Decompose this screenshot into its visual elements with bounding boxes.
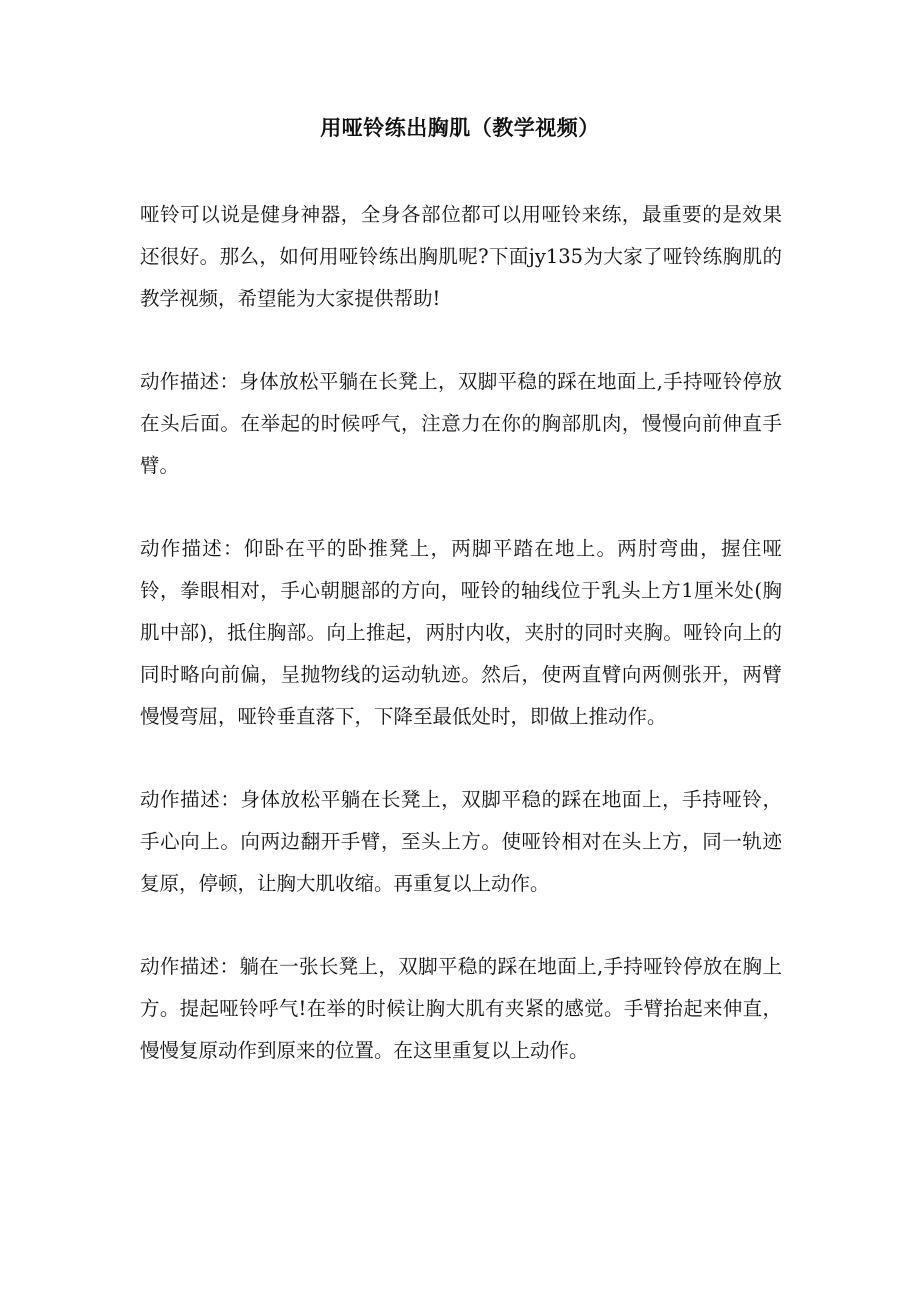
paragraph-step-3: 动作描述：身体放松平躺在长凳上，双脚平稳的踩在地面上，手持哑铃，手心向上。向两边翻开手臂，至头上方。使哑铃相对在头上方，同一轨迹复原，停顿，让胸大肌收缩。再重复以上动作。: [140, 788, 782, 895]
paragraph-intro: 哑铃可以说是健身神器，全身各部位都可以用哑铃来练，最重要的是效果还很好。那么，如何用哑铃练出胸肌呢?下面jy135为大家了哑铃练胸肌的教学视频，希望能为大家提供帮助!: [140, 203, 782, 310]
page-title: 用哑铃练出胸肌（教学视频）: [320, 115, 600, 140]
paragraph-step-1: 动作描述：身体放松平躺在长凳上，双脚平稳的踩在地面上,手持哑铃停放在头后面。在举起的时候呼气，注意力在你的胸部肌肉，慢慢向前伸直手臂。: [140, 370, 782, 477]
document-body: [140, 194, 782, 1113]
paragraph-step-2: 动作描述：仰卧在平的卧推凳上，两脚平踏在地上。两肘弯曲，握住哑铃，拳眼相对，手心朝腿部的方向，哑铃的轴线位于乳头上方1厘米处(胸肌中部)，抵住胸部。向上推起，两肘内收，夹肘的同时夹胸。哑铃向上的同时略向前偏，呈抛物线的运动轨迹。然后，使两直臂向两侧张开，两臂慢慢弯屈，哑铃垂直落下，下降至最低处时，即做上推动作。: [140, 537, 782, 728]
paragraph-step-4: 动作描述：躺在一张长凳上，双脚平稳的踩在地面上,手持哑铃停放在胸上方。提起哑铃呼气!在举的时候让胸大肌有夹紧的感觉。手臂抬起来伸直，慢慢复原动作到原来的位置。在这里重复以上动作。: [140, 955, 782, 1062]
